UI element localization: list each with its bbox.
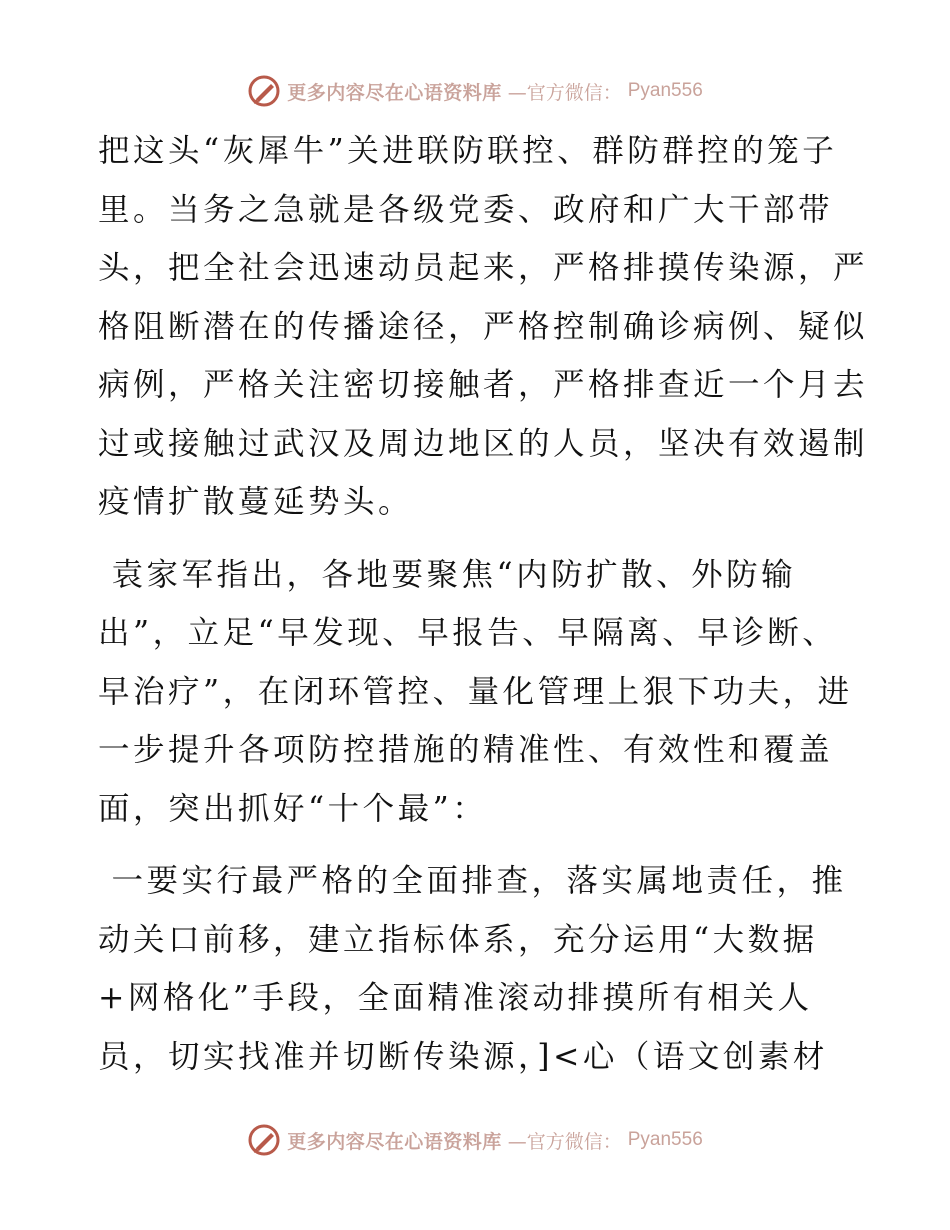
watermark-separator: —官方微信： <box>507 1130 622 1153</box>
paragraph-2 <box>98 546 858 839</box>
text-line: 头，把全社会迅速动员起来，严格排摸传染源，严 <box>98 250 869 286</box>
text-line: 袁家军指出，各地要聚焦“内防扩散、外防输 <box>98 556 797 593</box>
text-line: 一要实行最严格的全面排查，落实属地责任，推 <box>98 863 847 899</box>
text-line: 一步提升各项防控措施的精准性、有效性和覆盖 <box>98 732 834 768</box>
text-line: 过或接触过武汉及周边地区的人员，坚决有效遏制 <box>98 425 869 462</box>
pen-logo-icon <box>247 74 281 108</box>
text-line: 疫情扩散蔓延势头。 <box>98 484 414 520</box>
text-line: 格阻断潜在的传播途径，严格控制确诊病例、疑似 <box>98 308 869 345</box>
header-watermark <box>0 71 950 111</box>
watermark-handle: Pyan556 <box>627 80 703 101</box>
text-line: 把这头“灰犀牛”关进联防联控、群防群控的笼子 <box>98 133 838 169</box>
text-line: +网格化”手段，全面精准滚动排摸所有相关人 <box>98 980 813 1016</box>
text-line: 面，突出抓好“十个最”： <box>98 790 488 827</box>
text-line: 里。当务之急就是各级党委、政府和广大干部带 <box>98 191 834 228</box>
paragraph-3 <box>98 852 858 1086</box>
footer-watermark <box>0 1120 950 1160</box>
watermark-handle: Pyan556 <box>627 1129 703 1150</box>
text-line: 员，切实找准并切断传染源，]<心（语文创素材 <box>98 1038 828 1075</box>
document-body <box>98 122 869 1086</box>
watermark-text: 更多内容尽在心语资料库 <box>287 81 502 104</box>
text-line: 出”，立足“早发现、早报告、早隔离、早诊断、 <box>98 615 838 651</box>
text-line: 早治疗”，在闭环管控、量化管理上狠下功夫，进 <box>98 673 853 710</box>
paragraph-1 <box>98 122 869 532</box>
watermark-text: 更多内容尽在心语资料库 <box>287 1130 502 1153</box>
watermark-separator: —官方微信： <box>507 81 622 104</box>
pen-logo-icon <box>247 1123 281 1157</box>
text-line: 动关口前移，建立指标体系，充分运用“大数据 <box>98 921 818 958</box>
text-line: 病例，严格关注密切接触者，严格排查近一个月去 <box>98 367 869 403</box>
